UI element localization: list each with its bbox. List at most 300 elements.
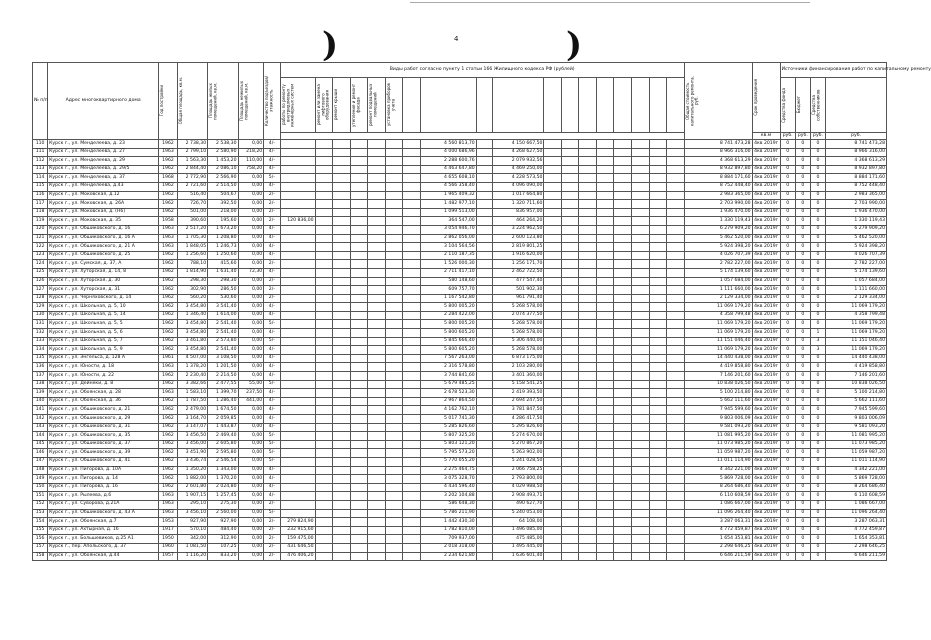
cell-f3: 0 bbox=[810, 500, 825, 509]
cell-f2: 0 bbox=[795, 415, 810, 424]
cell-year: 1962 bbox=[159, 372, 178, 381]
cell-term: 4кв 2019г bbox=[752, 432, 780, 441]
cell-empty bbox=[333, 415, 351, 424]
cell-empty bbox=[596, 329, 614, 338]
cell-empty bbox=[385, 225, 403, 234]
col-header-area-apts: Площадь жилых помещений, кв.м. bbox=[208, 63, 238, 140]
cell-empty bbox=[476, 432, 492, 441]
cell-total: 6 110 608,59 bbox=[684, 492, 752, 501]
cell-addr: Курск г., ул. Обшиковского, д. 25 bbox=[48, 251, 159, 260]
cell-a2: 0,00 bbox=[238, 140, 264, 149]
cell-empty bbox=[315, 165, 333, 174]
page-number: 4 bbox=[454, 35, 459, 43]
cell-c: 4/- bbox=[264, 372, 280, 381]
cell-empty bbox=[368, 311, 386, 320]
cell-a1: 2 086,10 bbox=[208, 165, 238, 174]
cell-empty bbox=[614, 509, 632, 518]
cell-v2: 3 202 104,88 bbox=[420, 492, 476, 501]
cell-empty bbox=[476, 277, 492, 286]
cell-empty bbox=[579, 449, 597, 458]
cell-f2: 0 bbox=[795, 483, 810, 492]
cell-empty bbox=[561, 526, 579, 535]
table-row bbox=[33, 140, 887, 149]
cell-empty bbox=[544, 277, 562, 286]
cell-empty bbox=[350, 182, 368, 191]
cell-empty bbox=[350, 518, 368, 527]
cell-a2: 0,00 bbox=[238, 200, 264, 209]
cell-term: 4кв 2019г bbox=[752, 389, 780, 398]
cell-term: 4кв 2019г bbox=[752, 492, 780, 501]
cell-empty bbox=[350, 372, 368, 381]
cell-empty bbox=[544, 475, 562, 484]
cell-year: 1962 bbox=[159, 423, 178, 432]
cell-empty bbox=[649, 457, 667, 466]
cell-empty bbox=[632, 148, 650, 157]
cell-empty bbox=[596, 174, 614, 183]
cell-empty bbox=[385, 509, 403, 518]
cell-empty bbox=[667, 475, 685, 484]
cell-empty bbox=[649, 165, 667, 174]
cell-empty bbox=[579, 320, 597, 329]
cell-empty bbox=[385, 337, 403, 346]
cell-addr: Курск г., ул. Моковская, д. 35 bbox=[48, 217, 159, 226]
cell-empty bbox=[368, 397, 386, 406]
cell-n: 112 bbox=[33, 157, 48, 166]
col-header-area: Общая площадь, кв.м. bbox=[177, 63, 207, 140]
col-header-work-14 bbox=[596, 78, 614, 133]
cell-v3: 6 873 175,00 bbox=[493, 354, 544, 363]
cell-a1: 1 443,87 bbox=[208, 423, 238, 432]
cell-empty bbox=[333, 243, 351, 252]
cell-v3: 3 401 360,00 bbox=[493, 372, 544, 381]
cell-f1: 0 bbox=[780, 440, 795, 449]
cell-tot2: 8 752 448,40 bbox=[826, 182, 887, 191]
cell-a2: 0,00 bbox=[238, 466, 264, 475]
cell-v1 bbox=[280, 311, 315, 320]
cell-empty bbox=[667, 372, 685, 381]
cell-empty bbox=[649, 518, 667, 527]
cell-empty bbox=[333, 140, 351, 149]
cell-area: 390,60 bbox=[177, 217, 207, 226]
cell-area: 1 081,50 bbox=[177, 543, 207, 552]
cell-f1: 0 bbox=[780, 234, 795, 243]
cell-f1: 0 bbox=[780, 200, 795, 209]
table-row bbox=[33, 483, 887, 492]
cell-term: 4кв 2019г bbox=[752, 148, 780, 157]
cell-empty bbox=[385, 277, 403, 286]
cell-v2: 2 316 578,80 bbox=[420, 363, 476, 372]
cell-empty bbox=[579, 535, 597, 544]
cell-a2: 0,00 bbox=[238, 346, 264, 355]
cell-area: 2 738,30 bbox=[177, 140, 207, 149]
cell-total: 11 069 179,20 bbox=[684, 329, 752, 338]
cell-year: 1962 bbox=[159, 432, 178, 441]
cell-empty bbox=[385, 182, 403, 191]
cell-addr: Курск г., ул. Хуторская, д. 30 bbox=[48, 277, 159, 286]
col-group-works: Виды работ согласно пункту 1 статьи 166 Жилищного кодекса РФ (рублей) bbox=[280, 63, 684, 78]
col-header-work-4: утепление и ремонт фасада bbox=[350, 78, 368, 133]
cell-empty bbox=[476, 449, 492, 458]
cell-v1 bbox=[280, 509, 315, 518]
cell-f1: 0 bbox=[780, 354, 795, 363]
cell-empty bbox=[579, 543, 597, 552]
cell-v1 bbox=[280, 157, 315, 166]
cell-empty bbox=[544, 535, 562, 544]
cell-a2: 72,30 bbox=[238, 268, 264, 277]
cell-n: 154 bbox=[33, 518, 48, 527]
cell-c: 2/- bbox=[264, 518, 280, 527]
cell-empty bbox=[368, 303, 386, 312]
cell-empty bbox=[476, 260, 492, 269]
cell-empty bbox=[476, 225, 492, 234]
cell-addr: Курск г., ул. Обшиковского, д. 29 bbox=[48, 415, 159, 424]
cell-area: 2 799,10 bbox=[177, 148, 207, 157]
cell-empty bbox=[649, 251, 667, 260]
cell-total: 1 330 119,43 bbox=[684, 217, 752, 226]
cell-empty bbox=[649, 182, 667, 191]
cell-a2: 0,00 bbox=[238, 372, 264, 381]
cell-empty bbox=[579, 217, 597, 226]
cell-empty bbox=[403, 243, 421, 252]
cell-v3: 4 469 250,00 bbox=[493, 165, 544, 174]
cell-empty bbox=[579, 432, 597, 441]
cell-empty bbox=[579, 251, 597, 260]
cell-empty bbox=[667, 320, 685, 329]
cell-v2: 1 167 542,80 bbox=[420, 294, 476, 303]
cell-empty bbox=[368, 363, 386, 372]
cell-f1: 0 bbox=[780, 243, 795, 252]
cell-empty bbox=[561, 518, 579, 527]
cell-empty bbox=[385, 535, 403, 544]
cell-a2: 0,00 bbox=[238, 423, 264, 432]
cell-f1: 0 bbox=[780, 543, 795, 552]
cell-empty bbox=[561, 389, 579, 398]
cell-total: 11 069 179,20 bbox=[684, 320, 752, 329]
cell-v3: 464 264,20 bbox=[493, 217, 544, 226]
cell-f2: 0 bbox=[795, 268, 810, 277]
cell-empty bbox=[667, 337, 685, 346]
cell-empty bbox=[561, 208, 579, 217]
cell-c: 4/- bbox=[264, 165, 280, 174]
cell-empty bbox=[333, 483, 351, 492]
cell-a2: 0,00 bbox=[238, 552, 264, 561]
cell-empty bbox=[561, 535, 579, 544]
cell-term: 4кв 2019г bbox=[752, 535, 780, 544]
cell-empty bbox=[476, 518, 492, 527]
cell-a1: 2 024,80 bbox=[208, 483, 238, 492]
cell-empty bbox=[315, 260, 333, 269]
cell-empty bbox=[333, 432, 351, 441]
cell-empty bbox=[596, 449, 614, 458]
cell-empty bbox=[385, 526, 403, 535]
cell-v1 bbox=[280, 182, 315, 191]
cell-a1: 1 370,20 bbox=[208, 475, 238, 484]
cell-empty bbox=[632, 543, 650, 552]
cell-empty bbox=[596, 337, 614, 346]
cell-f2: 0 bbox=[795, 329, 810, 338]
cell-empty bbox=[403, 251, 421, 260]
table-row bbox=[33, 346, 887, 355]
cell-empty bbox=[596, 535, 614, 544]
cell-term: 4кв 2019г bbox=[752, 294, 780, 303]
cell-v1 bbox=[280, 140, 315, 149]
cell-addr: Курск г., ул. Менделеева, д. 37 bbox=[48, 174, 159, 183]
cell-n: 135 bbox=[33, 354, 48, 363]
cell-v2: 5 845 666,40 bbox=[420, 337, 476, 346]
cell-empty bbox=[614, 329, 632, 338]
cell-area: 302,90 bbox=[177, 286, 207, 295]
cell-f1: 0 bbox=[780, 492, 795, 501]
cell-empty bbox=[561, 354, 579, 363]
cell-c: 4/- bbox=[264, 329, 280, 338]
cell-empty bbox=[476, 182, 492, 191]
cell-empty bbox=[561, 320, 579, 329]
cell-empty bbox=[544, 492, 562, 501]
cell-f1: 0 bbox=[780, 406, 795, 415]
cell-empty bbox=[632, 294, 650, 303]
cell-empty bbox=[632, 449, 650, 458]
cell-year: 1950 bbox=[159, 535, 178, 544]
cell-empty bbox=[596, 440, 614, 449]
cell-empty bbox=[614, 320, 632, 329]
cell-empty bbox=[561, 552, 579, 561]
cell-total: 5 100 214,80 bbox=[684, 389, 752, 398]
cell-a1: 1 343,00 bbox=[208, 466, 238, 475]
cell-empty bbox=[315, 500, 333, 509]
cell-a2: 0,00 bbox=[238, 234, 264, 243]
cell-tot2: 4 026 707,39 bbox=[826, 251, 887, 260]
cell-v2: 3 744 841,60 bbox=[420, 372, 476, 381]
cell-f1: 0 bbox=[780, 225, 795, 234]
table-row bbox=[33, 157, 887, 166]
cell-f3: 0 bbox=[810, 552, 825, 561]
cell-v2: 2 018 318,00 bbox=[420, 543, 476, 552]
cell-empty bbox=[385, 475, 403, 484]
cell-term: 4кв 2019г bbox=[752, 363, 780, 372]
cell-year: 1962 bbox=[159, 466, 178, 475]
cell-year: 1963 bbox=[159, 389, 178, 398]
cell-tot2: 11 059 987,20 bbox=[826, 449, 887, 458]
cell-empty bbox=[403, 337, 421, 346]
cell-area: 3 454,80 bbox=[177, 320, 207, 329]
cell-addr: Курск г., ул. Моковская, д. 26А bbox=[48, 200, 159, 209]
cell-f2: 0 bbox=[795, 380, 810, 389]
cell-empty bbox=[667, 440, 685, 449]
table-row bbox=[33, 449, 887, 458]
cell-c: 4/- bbox=[264, 268, 280, 277]
cell-empty bbox=[315, 440, 333, 449]
cell-empty bbox=[561, 191, 579, 200]
cell-v1 bbox=[280, 423, 315, 432]
cell-empty bbox=[667, 380, 685, 389]
cell-empty bbox=[596, 363, 614, 372]
cell-c: 4/- bbox=[264, 492, 280, 501]
cell-area: 342,00 bbox=[177, 535, 207, 544]
cell-empty bbox=[667, 500, 685, 509]
cell-year: 1953 bbox=[159, 518, 178, 527]
cell-empty bbox=[315, 363, 333, 372]
cell-empty bbox=[667, 277, 685, 286]
cell-empty bbox=[579, 509, 597, 518]
cell-f3: 0 bbox=[810, 165, 825, 174]
cell-f2: 0 bbox=[795, 526, 810, 535]
cell-empty bbox=[632, 406, 650, 415]
cell-addr: Курск г., ул. Обшиковского, д. 39 bbox=[48, 449, 159, 458]
cell-empty bbox=[614, 311, 632, 320]
col-header-area-nonres: Площадь нежилых помещений, кв.м. bbox=[238, 63, 264, 140]
cell-total: 2 703 990,00 bbox=[684, 200, 752, 209]
cell-empty bbox=[667, 208, 685, 217]
cell-n: 131 bbox=[33, 320, 48, 329]
cell-empty bbox=[368, 346, 386, 355]
cell-empty bbox=[315, 449, 333, 458]
cell-a1: 1 286,40 bbox=[208, 397, 238, 406]
cell-empty bbox=[561, 397, 579, 406]
cell-empty bbox=[614, 363, 632, 372]
cell-f2: 0 bbox=[795, 509, 810, 518]
cell-empty bbox=[579, 268, 597, 277]
cell-a2: 0,00 bbox=[238, 509, 264, 518]
cell-empty bbox=[315, 406, 333, 415]
cell-tot2: 11 073 985,20 bbox=[826, 440, 887, 449]
cell-f2: 0 bbox=[795, 457, 810, 466]
cell-empty bbox=[649, 140, 667, 149]
cell-area: 1 378,20 bbox=[177, 363, 207, 372]
cell-f2: 0 bbox=[795, 337, 810, 346]
table-row bbox=[33, 234, 887, 243]
cell-empty bbox=[649, 552, 667, 561]
cell-addr: Курск г., ул. Рылеева, д.6 bbox=[48, 492, 159, 501]
cell-a1: 2 514,50 bbox=[208, 182, 238, 191]
cell-v2: 5 017 741,30 bbox=[420, 415, 476, 424]
cell-term: 4кв 2019г bbox=[752, 526, 780, 535]
cell-empty bbox=[667, 457, 685, 466]
cell-empty bbox=[579, 148, 597, 157]
cell-year: 1917 bbox=[159, 526, 178, 535]
cell-n: 145 bbox=[33, 440, 48, 449]
cell-empty bbox=[596, 372, 614, 381]
cell-v2: 5 800 605,20 bbox=[420, 329, 476, 338]
cell-empty bbox=[315, 286, 333, 295]
cell-a2: 0,00 bbox=[238, 182, 264, 191]
cell-term: 4кв 2019г bbox=[752, 354, 780, 363]
cell-f1: 0 bbox=[780, 346, 795, 355]
cell-empty bbox=[350, 552, 368, 561]
cell-empty bbox=[667, 535, 685, 544]
cell-total: 7 945 599,60 bbox=[684, 406, 752, 415]
cell-empty bbox=[579, 423, 597, 432]
cell-c: 4/- bbox=[264, 303, 280, 312]
cell-empty bbox=[350, 457, 368, 466]
cell-a1: 2 469,40 bbox=[208, 432, 238, 441]
cell-empty bbox=[333, 225, 351, 234]
cell-empty bbox=[649, 311, 667, 320]
cell-empty bbox=[544, 303, 562, 312]
cell-empty bbox=[333, 440, 351, 449]
cell-a1: 286,50 bbox=[208, 286, 238, 295]
cell-v3: 5 158 541,25 bbox=[493, 380, 544, 389]
table-row bbox=[33, 311, 887, 320]
cell-a2: 0,00 bbox=[238, 526, 264, 535]
cell-n: 127 bbox=[33, 286, 48, 295]
cell-empty bbox=[614, 140, 632, 149]
cell-tot2: 1 654 353,81 bbox=[826, 535, 887, 544]
table-row bbox=[33, 329, 887, 338]
cell-empty bbox=[596, 303, 614, 312]
cell-a1: 1 673,20 bbox=[208, 225, 238, 234]
cell-empty bbox=[632, 217, 650, 226]
cell-term: 4кв 2019г bbox=[752, 500, 780, 509]
cell-v1 bbox=[280, 320, 315, 329]
cell-empty bbox=[614, 200, 632, 209]
cell-empty bbox=[596, 277, 614, 286]
cell-empty bbox=[350, 354, 368, 363]
unit-fin-1: руб. bbox=[780, 133, 795, 140]
cell-empty bbox=[315, 320, 333, 329]
cell-empty bbox=[385, 552, 403, 561]
cell-v1 bbox=[280, 200, 315, 209]
cell-c: 4/- bbox=[264, 157, 280, 166]
cell-empty bbox=[333, 286, 351, 295]
cell-v1 bbox=[280, 466, 315, 475]
cell-addr: Курск г., ул. Большевиков, д.25 А1 bbox=[48, 535, 159, 544]
cell-f3: 0 bbox=[810, 363, 825, 372]
cell-year: 1962 bbox=[159, 397, 178, 406]
cell-c: 4/- bbox=[264, 251, 280, 260]
cell-f2: 0 bbox=[795, 372, 810, 381]
cell-empty bbox=[596, 286, 614, 295]
cell-f1: 0 bbox=[780, 157, 795, 166]
cell-v1 bbox=[280, 174, 315, 183]
cell-total: 5 462 520,00 bbox=[684, 234, 752, 243]
cell-empty bbox=[561, 234, 579, 243]
cell-f2: 0 bbox=[795, 354, 810, 363]
cell-empty bbox=[476, 552, 492, 561]
cell-v1 bbox=[280, 415, 315, 424]
cell-addr: Курск г., пер. Апольского, д. 37 bbox=[48, 543, 159, 552]
cell-a2: 0,00 bbox=[238, 320, 264, 329]
cell-empty bbox=[632, 440, 650, 449]
cell-c: 5/- bbox=[264, 509, 280, 518]
cell-f2: 0 bbox=[795, 363, 810, 372]
cell-empty bbox=[579, 346, 597, 355]
cell-empty bbox=[614, 157, 632, 166]
cell-empty bbox=[403, 432, 421, 441]
cell-term: 4кв 2019г bbox=[752, 440, 780, 449]
cell-addr: Курск г., ул. Суворова, д.21А bbox=[48, 500, 159, 509]
cell-empty bbox=[476, 191, 492, 200]
cell-v1 bbox=[280, 449, 315, 458]
cell-f3: 0 bbox=[810, 389, 825, 398]
cell-total: 8 741 473,28 bbox=[684, 140, 752, 149]
cell-year: 1963 bbox=[159, 225, 178, 234]
cell-empty bbox=[667, 243, 685, 252]
cell-f3: 0 bbox=[810, 217, 825, 226]
cell-empty bbox=[476, 415, 492, 424]
cell-f1: 0 bbox=[780, 191, 795, 200]
col-header-deadline: Срок проведения bbox=[752, 63, 780, 133]
table-row bbox=[33, 397, 887, 406]
cell-tot2: 2 703 990,00 bbox=[826, 200, 887, 209]
cell-term: 4кв 2019г bbox=[752, 397, 780, 406]
cell-v2: 4 463 647,80 bbox=[420, 165, 476, 174]
cell-year: 1962 bbox=[159, 440, 178, 449]
cell-v3: 5 240 053,00 bbox=[493, 509, 544, 518]
cell-empty bbox=[596, 518, 614, 527]
cell-empty bbox=[596, 526, 614, 535]
cell-total: 11 081 995,20 bbox=[684, 432, 752, 441]
cell-v1 bbox=[280, 148, 315, 157]
